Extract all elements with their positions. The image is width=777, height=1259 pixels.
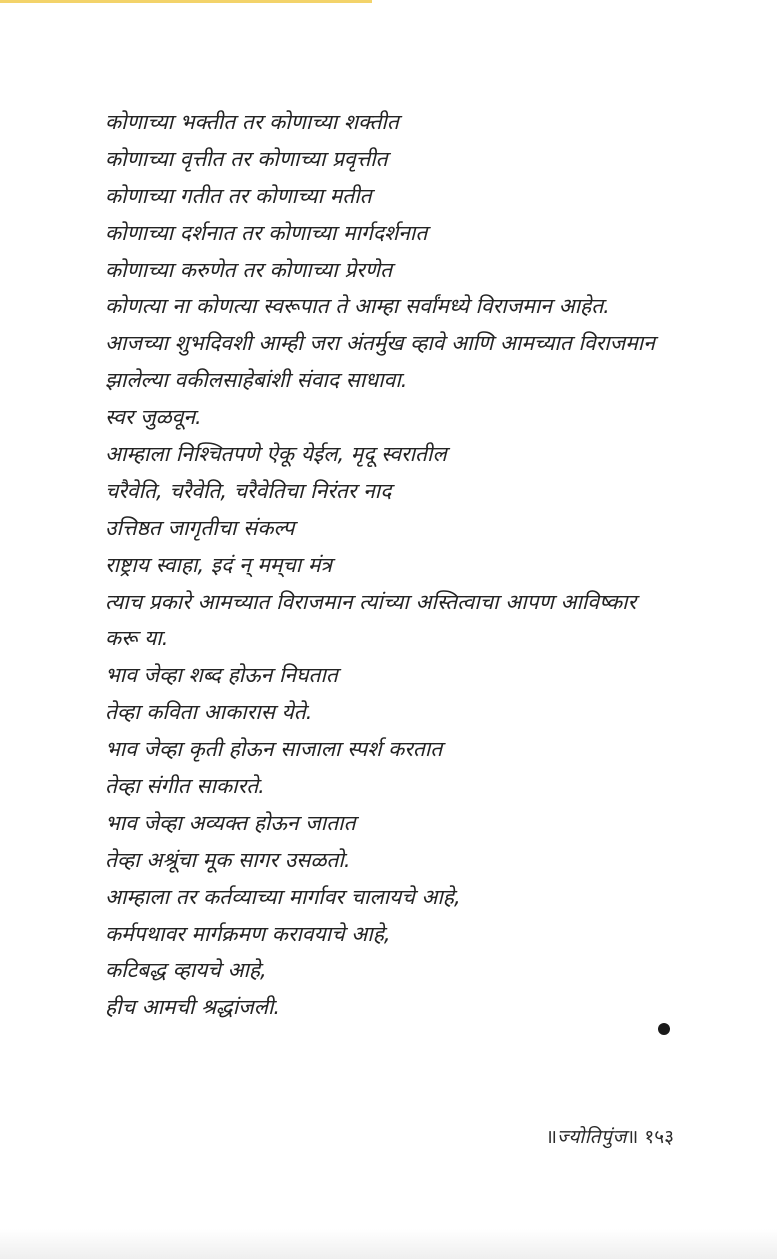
poem-line: कोणाच्या दर्शनात तर कोणाच्या मार्गदर्शनात xyxy=(105,220,428,245)
poem-body xyxy=(105,104,745,1026)
poem-line: कटिबद्ध व्हायचे आहे, xyxy=(105,958,267,983)
poem-line: कोणाच्या करुणेत तर कोणाच्या प्रेरणेत xyxy=(105,257,393,282)
poem-line: चरैवेति, चरैवेति, चरैवेतिचा निरंतर नाद xyxy=(105,478,392,503)
poem-line: भाव जेव्हा अव्यक्त होऊन जातात xyxy=(105,810,356,835)
footer-prefix: ॥ xyxy=(545,1126,557,1148)
footer-suffix: ॥ xyxy=(626,1126,639,1148)
book-title: ज्योतिपुंज xyxy=(556,1126,627,1148)
poem-line: कोणाच्या वृत्तीत तर कोणाच्या प्रवृत्तीत xyxy=(105,146,388,171)
poem-line: राष्ट्राय स्वाहा, इदं न् मम्‌चा मंत्र xyxy=(105,552,332,577)
poem-line: कोणत्या ना कोणत्या स्वरूपात ते आम्हा सर्वांमध्ये विराजमान आहेत. xyxy=(105,294,610,319)
end-bullet-dot xyxy=(658,1023,670,1035)
poem-line: कोणाच्या भक्तीत तर कोणाच्या शक्तीत xyxy=(105,110,399,134)
top-rule xyxy=(0,0,372,3)
poem-line: स्वर जुळवून. xyxy=(105,405,202,430)
poem-line: आम्हाला निश्चितपणे ऐकू येईल, मृदू स्वरातील xyxy=(105,442,447,467)
poem-line: भाव जेव्हा कृती होऊन साजाला स्पर्श करतात xyxy=(105,737,443,762)
poem-line: उत्तिष्ठत जागृतीचा संकल्प xyxy=(105,515,295,540)
poem-line: कर्मपथावर मार्गक्रमण करावयाचे आहे, xyxy=(105,921,391,946)
poem-line: कोणाच्या गतीत तर कोणाच्या मतीत xyxy=(105,183,372,208)
page-number: १५३ xyxy=(644,1126,674,1148)
poem-line: तेव्हा संगीत साकारते. xyxy=(105,774,265,799)
page-bottom-shadow xyxy=(0,1229,777,1259)
poem-line: त्याच प्रकारे आमच्यात विराजमान त्यांच्या अस्तित्वाचा आपण आविष्कार xyxy=(105,589,637,614)
poem-line: भाव जेव्हा शब्द होऊन निघतात xyxy=(105,663,338,688)
poem-line: आजच्या शुभदिवशी आम्ही जरा अंतर्मुख व्हावे आणि आमच्यात विराजमान xyxy=(105,331,655,356)
poem-line: करू या. xyxy=(105,626,169,651)
poem-line: तेव्हा कविता आकारास येते. xyxy=(105,700,313,725)
poem-line: झालेल्या वकीलसाहेबांशी संवाद साधावा. xyxy=(105,368,408,393)
page-footer xyxy=(546,1123,674,1149)
poem-line: आम्हाला तर कर्तव्याच्या मार्गावर चालायचे आहे, xyxy=(105,884,461,909)
poem-line: हीच आमची श्रद्धांजली. xyxy=(105,995,281,1020)
poem-line: तेव्हा अश्रूंचा मूक सागर उसळतो. xyxy=(105,847,351,872)
